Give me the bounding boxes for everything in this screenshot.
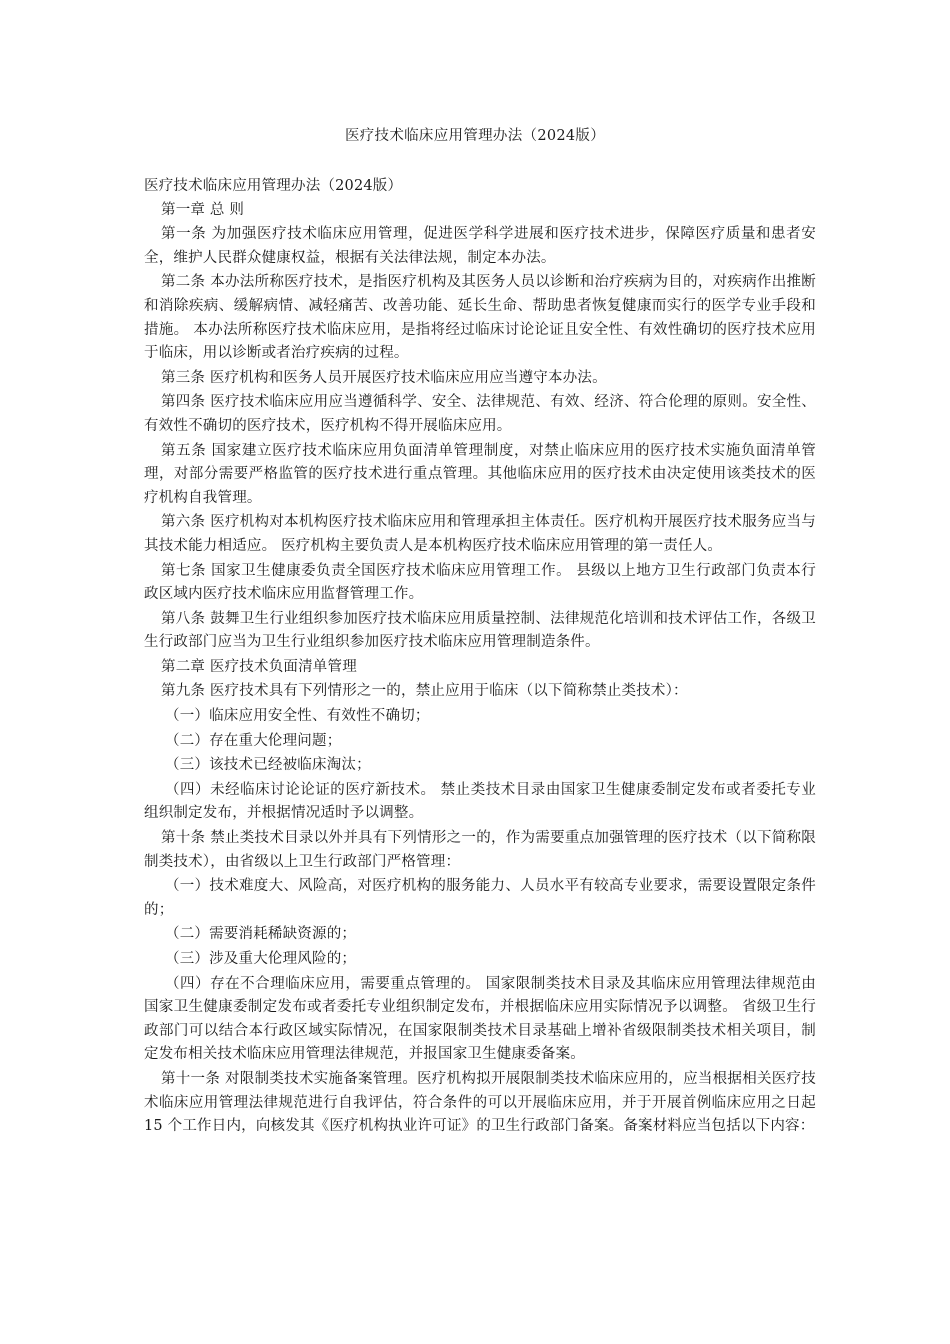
article-4: 第四条 医疗技术临床应用应当遵循科学、安全、法律规范、有效、经济、符合伦理的原则。安全性、有效性不确切的医疗技术，医疗机构不得开展临床应用。 [144, 394, 816, 434]
article-10-item-3: （三）涉及重大伦理风险的； [165, 951, 357, 967]
article-2: 第二条 本办法所称医疗技术，是指医疗机构及其医务人员以诊断和治疗疾病为目的，对疾病作出推断和消除疾病、缓解病情、减轻痛苦、改善功能、延长生命、帮助患者恢复健康而实行的医学专业手段和措施。 本办法所称医疗技术临床应用，是指将经过临床讨论论证且安全性、有效性确切的医疗技术应用于临床，用以诊断或者治疗疾病的过程。 [144, 274, 816, 362]
article-3: 第三条 医疗机构和医务人员开展医疗技术临床应用应当遵守本办法。 [161, 369, 607, 386]
article-7: 第七条 国家卫生健康委负责全国医疗技术临床应用管理工作。 县级以上地方卫生行政部门负责本行政区域内医疗技术临床应用监督管理工作。 [144, 562, 816, 603]
article-10-item-4: （四）存在不合理临床应用，需要重点管理的。 国家限制类技术目录及其临床应用管理法律规范由国家卫生健康委制定发布或者委托专业组织制定发布，并根据临床应用实际情况予以调整。 省级卫生行政部门可以结合本行政区域实际情况，在国家限制类技术目录基础上增补省级限制类技术相关项目，制定发布相关技术临床应用管理法律规范，并报国家卫生健康委备案。 [144, 975, 816, 1063]
chapter-heading-2: 第二章 医疗技术负面清单管理 [161, 658, 357, 675]
document-body [144, 175, 816, 1139]
document-header-title: 医疗技术临床应用管理办法（2024版） [344, 128, 606, 144]
article-8: 第八条 鼓舞卫生行业组织参加医疗技术临床应用质量控制、法律规范化培训和技术评估工作，各级卫生行政部门应当为卫生行业组织参加医疗技术临床应用管理制造条件。 [144, 610, 816, 651]
article-5: 第五条 国家建立医疗技术临床应用负面清单管理制度，对禁止临床应用的医疗技术实施负面清单管理，对部分需要严格监管的医疗技术进行重点管理。其他临床应用的医疗技术由决定使用该类技术的医疗机构自我管理。 [144, 442, 816, 506]
article-9-item-3: （三）该技术已经被临床淘汰； [165, 757, 371, 774]
article-9-item-2: （二）存在重大伦理问题； [165, 732, 342, 749]
article-10-item-1: （一）技术难度大、风险高，对医疗机构的服务能力、人员水平有较高专业要求，需要设置限定条件的； [144, 878, 816, 918]
article-11: 第十一条 对限制类技术实施备案管理。医疗机构拟开展限制类技术临床应用的，应当根据相关医疗技术临床应用管理法律规范进行自我评估，符合条件的可以开展临床应用，并于开展首例临床应用之日起 15 个工作日内，向核发其《医疗机构执业许可证》的卫生行政部门备案。备案材料应当包括以下内容： [144, 1070, 816, 1135]
body-title: 医疗技术临床应用管理办法（2024版） [144, 178, 403, 194]
article-9-item-1: （一）临床应用安全性、有效性不确切； [165, 708, 430, 725]
article-9: 第九条 医疗技术具有下列情形之一的，禁止应用于临床（以下简称禁止类技术）： [161, 683, 688, 700]
article-10: 第十条 禁止类技术目录以外并具有下列情形之一的，作为需要重点加强管理的医疗技术（以下简称限制类技术），由省级以上卫生行政部门严格管理： [144, 830, 816, 870]
chapter-heading-1: 第一章 总 则 [161, 201, 245, 218]
article-9-item-4: （四）未经临床讨论论证的医疗新技术。 禁止类技术目录由国家卫生健康委制定发布或者委托专业组织制定发布，并根据情况适时予以调整。 [144, 781, 816, 822]
article-10-item-2: （二）需要消耗稀缺资源的； [165, 926, 357, 943]
article-6: 第六条 医疗机构对本机构医疗技术临床应用和管理承担主体责任。医疗机构开展医疗技术服务应当与其技术能力相适应。 医疗机构主要负责人是本机构医疗技术临床应用管理的第一责任人。 [144, 514, 816, 554]
article-1: 第一条 为加强医疗技术临床应用管理，促进医学科学进展和医疗技术进步，保障医疗质量和患者安全，维护人民群众健康权益，根据有关法律法规，制定本办法。 [144, 226, 816, 266]
